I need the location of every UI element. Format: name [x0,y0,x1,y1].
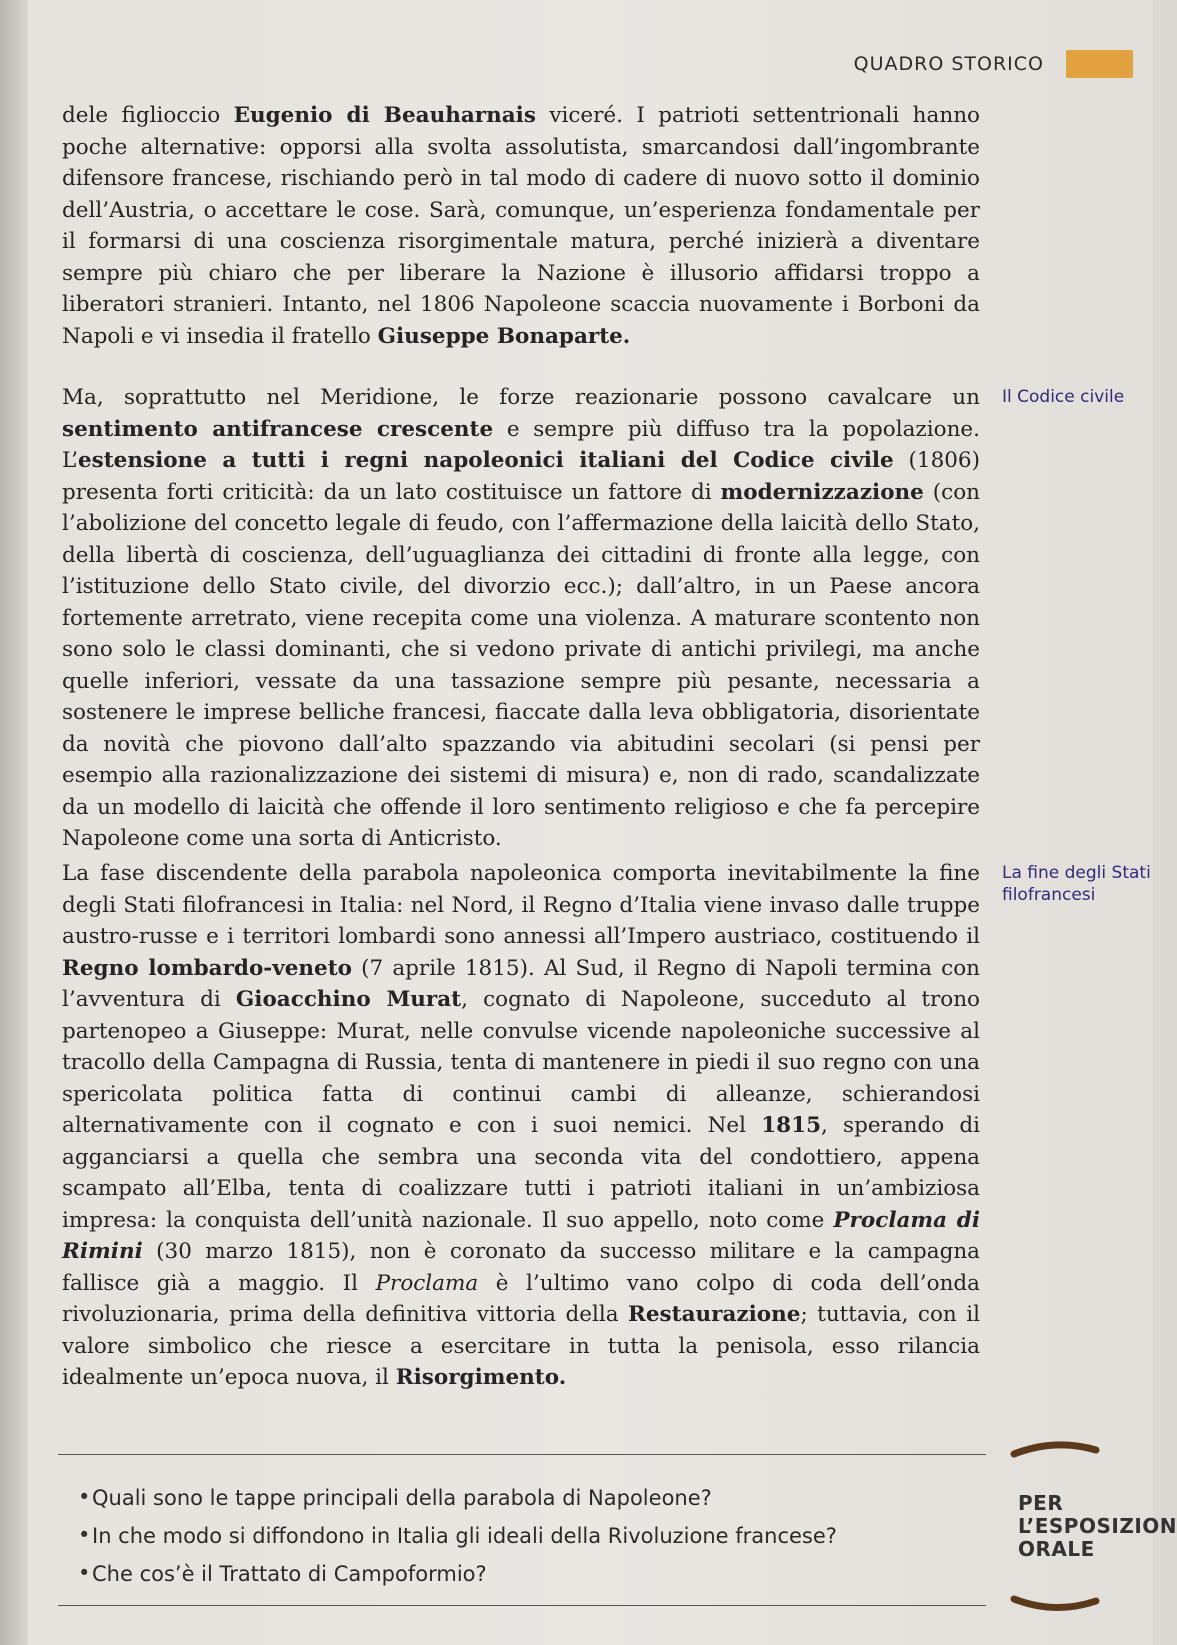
text-run: sentimento antifrancese crescente [62,416,494,442]
paragraph-fine-stati [62,858,980,1394]
paragraph-codice-civile [62,382,980,855]
text-run: estensione a tutti i regni napoleonici italiani del Codice civile [77,448,894,473]
text-run: Eugenio di Beauharnais [233,103,536,128]
question-item: • Quali sono le tappe principali della parabola di Napoleone? [92,1483,986,1521]
text-run: (7 aprile 1815). Al Sud, il Regno di Napoli termina con l’avventura di [62,955,980,1012]
section-header-label: QUADRO STORICO [853,53,1044,75]
text-run: Restaurazione [628,1302,801,1327]
text-run: Proclama di Rimini [62,1207,980,1264]
text-run: Proclama [375,1270,479,1296]
paragraph-beauharnais [62,100,980,352]
text-run: Gioacchino Murat [235,987,462,1012]
text-run: Regno lombardo-veneto [62,955,352,981]
question-item: • In che modo si diffondono in Italia gli ideali della Rivoluzione francese? [92,1521,986,1559]
text-run: è l’ultimo vano colpo di coda dell’onda rivoluzionaria, prima della definitiva vittoria della [62,1270,980,1327]
text-run: 1815 [761,1113,822,1138]
oral-exposition-badge [1012,1440,1177,1615]
oral-exposition-label [1018,1492,1177,1561]
arc-top-icon [1012,1440,1098,1458]
section-header-color-bar [1066,50,1133,78]
text-run: (30 marzo 1815), non è coronato da successo militare e la campagna fallisce già a maggio. Il [62,1239,980,1296]
oral-label-line: PER [1018,1491,1064,1515]
text-run: viceré. I patrioti settentrionali hanno poche alternative: opporsi alla svolta assolutista, smarcandosi dall’ingombrante difensore francese, rischiando però in tal modo di cadere di nuovo sotto il dominio dell’Austria, o accettare le cose. Sarà, comunque, un’esperienza fondamentale per il formarsi di una coscienza risorgimentale matura, perché inizierà a diventare sempre più chiaro che per liberare la Nazione è illusorio affidarsi troppo a liberatori stranieri. Intanto, nel 1806 Napoleone scaccia nuovamente i Borboni da Napoli e vi insedia il fratello [62,103,980,349]
review-questions-box [58,1454,986,1606]
text-run: e sempre più diffuso tra la popolazione. L’ [62,416,980,473]
text-run: , cognato di Napoleone, succeduto al trono partenopeo a Giuseppe: Murat, nelle convulse vicende napoleoniche successive al tracollo della Campagna di Russia, tenta di mantenere in piedi il suo regno con una spericolata politica fatta di continui cambi di alleanze, schierandosi alternativamente con il cognato e con i suoi nemici. Nel [62,987,980,1138]
text-run: (con l’abolizione del concetto legale di feudo, con l’affermazione della laicità dello Stato, della libertà di coscienza, dell’uguaglianza dei cittadini di fronte alla legge, con l’istituzione dello Stato civile, del divorzio ecc.); dall’altro, in un Paese ancora fortemente arretrato, viene recepita come una violenza. A maturare scontento non sono solo le classi dominanti, che si vedono private di antichi privilegi, ma anche quelle inferiori, vessate da una tassazione sempre più pesante, necessaria a sostenere le imprese belliche francesi, fiaccate dalla leva obbligatoria, disorientate da novità che piovono dall’alto spazzando via abitudini secolari (si pensi per esempio alla razionalizzazione dei sistemi di misura) e, non di rado, scandalizzate da un modello di laicità che offende il loro sentimento religioso e che fa percepire Napoleone come una sorta di Anticristo. [62,479,980,851]
text-run: (1806) presenta forti criticità: da un lato costituisce un fattore di [62,448,980,505]
text-run: Giuseppe Bonaparte. [377,323,631,349]
question-list [58,1483,986,1597]
text-run: Risorgimento. [395,1365,567,1390]
text-run: Ma, soprattutto nel Meridione, le forze reazionarie possono cavalcare un [62,385,980,410]
margin-note-fine-stati: La fine degli Stati filofrancesi [1002,863,1151,905]
text-run: , sperando di agganciarsi a quella che sembra una seconda vita del condottiero, appena scampato all’Elba, tenta di coalizzare tutti i patrioti italiani in un’ambiziosa impresa: la conquista dell’unità nazionale. Il suo appello, noto come [62,1113,981,1233]
arc-bottom-icon [1012,1595,1098,1613]
text-run: ; tuttavia, con il valore simbolico che riesce a esercitare in tutta la penisola, esso rilancia idealmente un’epoca nuova, il [62,1302,981,1390]
margin-note-codice-civile: Il Codice civile [1002,387,1125,407]
section-header [854,48,1133,80]
page-gutter [0,0,28,1645]
text-run: dele figlioccio [62,103,234,128]
oral-label-line: L’ESPOSIZION [1018,1514,1177,1538]
text-run: modernizzazione [720,479,924,505]
text-run: La fase discendente della parabola napoleonica comporta inevitabilmente la fine degli Stati filofrancesi in Italia: nel Nord, il Regno d’Italia viene invaso dalle truppe austro-russe e i territori lombardi sono annessi all’Impero austriaco, costituendo il [62,861,980,949]
oral-label-line: ORALE [1018,1537,1095,1561]
question-item: • Che cos’è il Trattato di Campoformio? [92,1559,986,1597]
